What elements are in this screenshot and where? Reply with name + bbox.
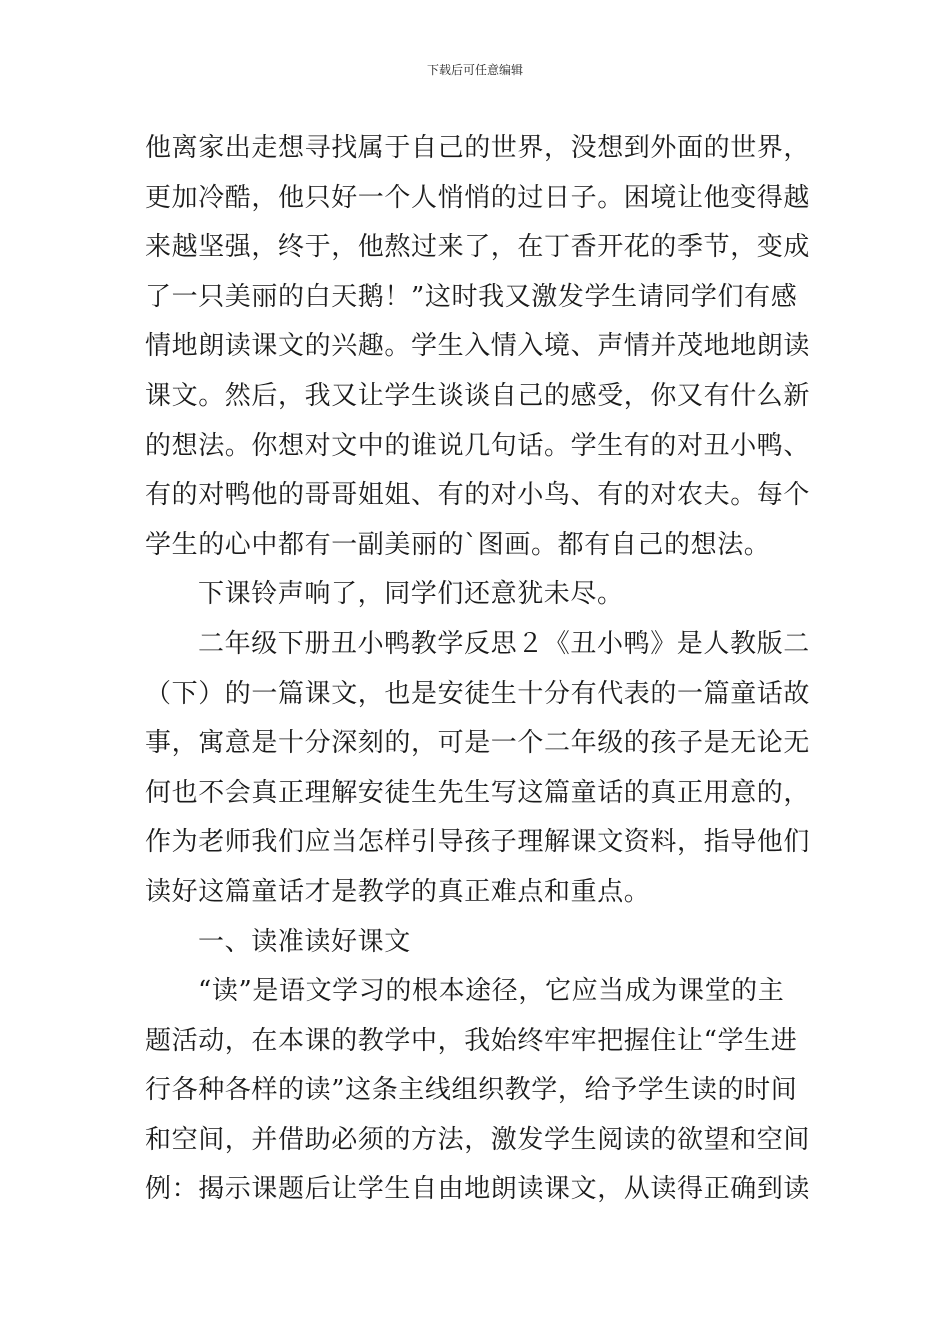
text-line: 例：揭示课题后让学生自由地朗读课文，从读得正确到读	[145, 1174, 811, 1205]
section-heading: 一、读准读好课文	[198, 926, 411, 957]
text-line: （下）的一篇课文，也是安徒生十分有代表的一篇童话故	[145, 678, 811, 709]
text-line: 题活动，在本课的教学中，我始终牢牢把握住让“学生进	[145, 1025, 798, 1056]
text-line: 了一只美丽的白天鹅！”这时我又激发学生请同学们有感	[145, 281, 798, 312]
text-line: 有的对鸭他的哥哥姐姐、有的对小鸟、有的对农夫。每个	[145, 480, 811, 511]
text-line: 更加冷酷，他只好一个人悄悄的过日子。困境让他变得越	[145, 182, 811, 213]
document-body	[145, 124, 825, 1215]
text-line: 何也不会真正理解安徒生先生写这篇童话的真正用意的，	[145, 777, 811, 808]
text-line: 和空间，并借助必须的方法，激发学生阅读的欲望和空间	[145, 1124, 811, 1155]
text-line: 事，寓意是十分深刻的，可是一个二年级的孩子是无论无	[145, 728, 811, 759]
paragraph-first-line: “读”是语文学习的根本途径，它应当成为课堂的主	[198, 976, 785, 1007]
text-line: 情地朗读课文的兴趣。学生入情入境、声情并茂地地朗读	[145, 331, 811, 362]
text-line: 读好这篇童话才是教学的真正难点和重点。	[145, 876, 651, 907]
text-line: 他离家出走想寻找属于自己的世界，没想到外面的世界，	[145, 133, 811, 163]
text-line: 课文。然后，我又让学生谈谈自己的感受，你又有什么新	[145, 380, 811, 411]
text-line: 行各种各样的读”这条主线组织教学，给予学生读的时间	[145, 1075, 798, 1106]
paragraph-first-line: 二年级下册丑小鸭教学反思２《丑小鸭》是人教版二	[198, 628, 810, 659]
text-line: 作为老师我们应当怎样引导孩子理解课文资料，指导他们	[145, 827, 811, 858]
text-line: 学生的心中都有一副美丽的`图画。都有自己的想法。	[145, 529, 771, 560]
page-header: 下载后可任意编辑	[426, 63, 523, 77]
text-line: 的想法。你想对文中的谁说几句话。学生有的对丑小鸭、	[145, 430, 811, 461]
paragraph-first-line: 下课铃声响了，同学们还意犹未尽。	[198, 579, 624, 610]
text-line: 来越坚强，终于，他熬过来了，在丁香开花的季节，变成	[145, 232, 811, 263]
